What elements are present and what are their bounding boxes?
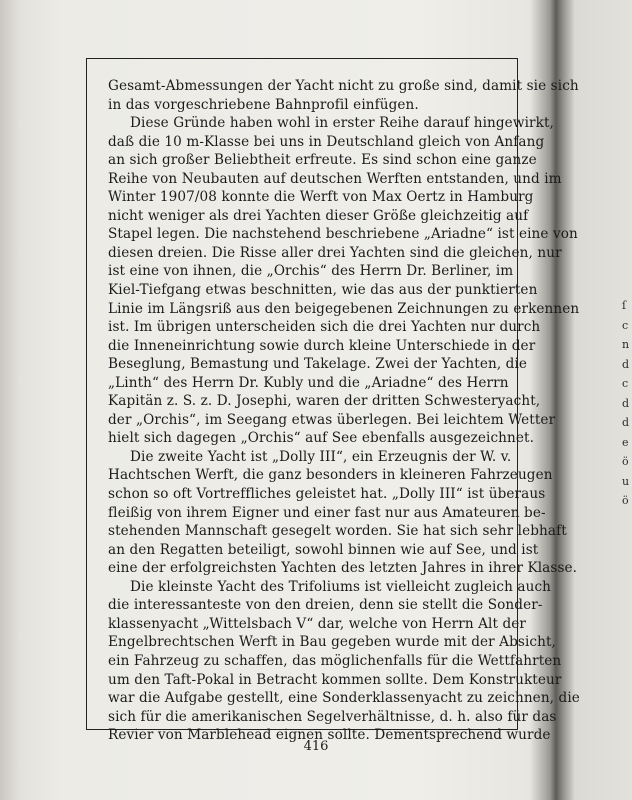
text-line: der „Orchis“, im Seegang etwas überlegen. Bei leichtem Wetter xyxy=(108,411,556,428)
text-line: an sich großer Beliebtheit erfreute. Es sind schon eine ganze xyxy=(108,152,537,169)
text-line: die interessanteste von den dreien, denn sie stellt die Sonder- xyxy=(108,597,543,614)
margin-glyph: c xyxy=(622,318,629,332)
margin-glyph: d xyxy=(622,396,630,410)
text-line: Die kleinste Yacht des Trifoliums ist vielleicht zugleich auch xyxy=(130,578,552,595)
text-line: die Inneneinrichtung sowie durch kleine Unterschiede in der xyxy=(108,337,536,354)
text-line: Gesamt-Abmessungen der Yacht nicht zu große sind, damit sie sich xyxy=(108,78,579,94)
margin-glyph: d xyxy=(622,357,630,371)
text-line: Kiel-Tiefgang etwas beschnitten, wie das aus der punktierten xyxy=(108,282,538,299)
margin-glyph: u xyxy=(622,474,630,488)
text-line: Linie im Längsriß aus den beigegebenen Zeichnungen zu erkennen xyxy=(108,300,580,317)
text-line: war die Aufgabe gestellt, eine Sonderklassenyacht zu zeichnen, die xyxy=(108,690,580,707)
text-line: sich für die amerikanischen Segelverhältnisse, d. h. also für das xyxy=(108,708,557,725)
text-line: Winter 1907/08 konnte die Werft von Max Oertz in Hamburg xyxy=(108,189,534,206)
text-line: nicht weniger als drei Yachten dieser Größe gleichzeitig auf xyxy=(108,207,529,224)
margin-glyph: ö xyxy=(622,455,629,468)
text-line: ist eine von ihnen, die „Orchis“ des Herrn Dr. Berliner, im xyxy=(108,263,514,280)
text-line: eine der erfolgreichsten Yachten des letzten Jahres in ihrer Klasse. xyxy=(108,560,578,577)
text-line: Beseglung, Bemastung und Takelage. Zwei der Yachten, die xyxy=(108,356,528,373)
margin-glyph: d xyxy=(622,416,630,429)
margin-glyph: c xyxy=(622,377,629,390)
adjacent-page-text-fragment xyxy=(622,296,632,511)
text-line: diesen dreien. Die Risse aller drei Yachten sind die gleichen, nur xyxy=(108,244,562,261)
text-line: Diese Gründe haben wohl in erster Reihe darauf hingewirkt, xyxy=(130,115,554,132)
text-line: in das vorgeschriebene Bahnprofil einfügen. xyxy=(108,96,419,113)
text-line: daß die 10 m-Klasse bei uns in Deutschland gleich von Anfang xyxy=(108,133,545,150)
text-line: um den Taft-Pokal in Betracht kommen sollte. Dem Konstrukteur xyxy=(108,671,562,688)
text-line: ein Fahrzeug zu schaffen, das möglichenfalls für die Wettfahrten xyxy=(108,652,562,669)
text-line: ist. Im übrigen unterscheiden sich die drei Yachten nur durch xyxy=(108,319,541,336)
margin-glyph: ö xyxy=(622,494,629,507)
text-line: an den Regatten beteiligt, sowohl binnen wie auf See, und ist xyxy=(108,541,539,558)
text-line: Hachtschen Werft, die ganz besonders in kleineren Fahrzeugen xyxy=(108,467,553,484)
text-line: Die zweite Yacht ist „Dolly III“, ein Erzeugnis der W. v. xyxy=(130,448,512,465)
text-line: Reihe von Neubauten auf deutschen Werften entstanden, und im xyxy=(108,170,562,187)
margin-glyph: e xyxy=(622,435,629,449)
text-line: „Linth“ des Herrn Dr. Kubly und die „Ariadne“ des Herrn xyxy=(108,374,509,391)
text-line: stehenden Mannschaft gesegelt worden. Sie hat sich sehr lebhaft xyxy=(108,523,567,540)
text-line: Stapel legen. Die nachstehend beschriebene „Ariadne“ ist eine von xyxy=(108,226,578,243)
text-line: schon so oft Vortreffliches geleistet hat. „Dolly III“ ist überaus xyxy=(108,486,546,503)
page-number: 416 xyxy=(303,739,329,754)
text-line: hielt sich dagegen „Orchis“ auf See ebenfalls ausgezeichnet. xyxy=(108,430,535,447)
text-line: Engelbrechtschen Werft in Bau gegeben wurde mit der Absicht, xyxy=(108,634,556,651)
text-line: klassenyacht „Wittelsbach V“ dar, welche von Herrn Alt der xyxy=(108,615,527,632)
margin-glyph: ſ xyxy=(622,299,627,312)
text-line: fleißig von ihrem Eigner und einer fast nur aus Amateuren be- xyxy=(108,504,546,521)
text-line: Revier von Marblehead eignen sollte. Dementsprechend wurde xyxy=(108,727,551,744)
body-text xyxy=(108,77,580,745)
text-line: Kapitän z. S. z. D. Josephi, waren der dritten Schwesteryacht, xyxy=(108,393,541,410)
margin-glyph: n xyxy=(622,338,630,351)
